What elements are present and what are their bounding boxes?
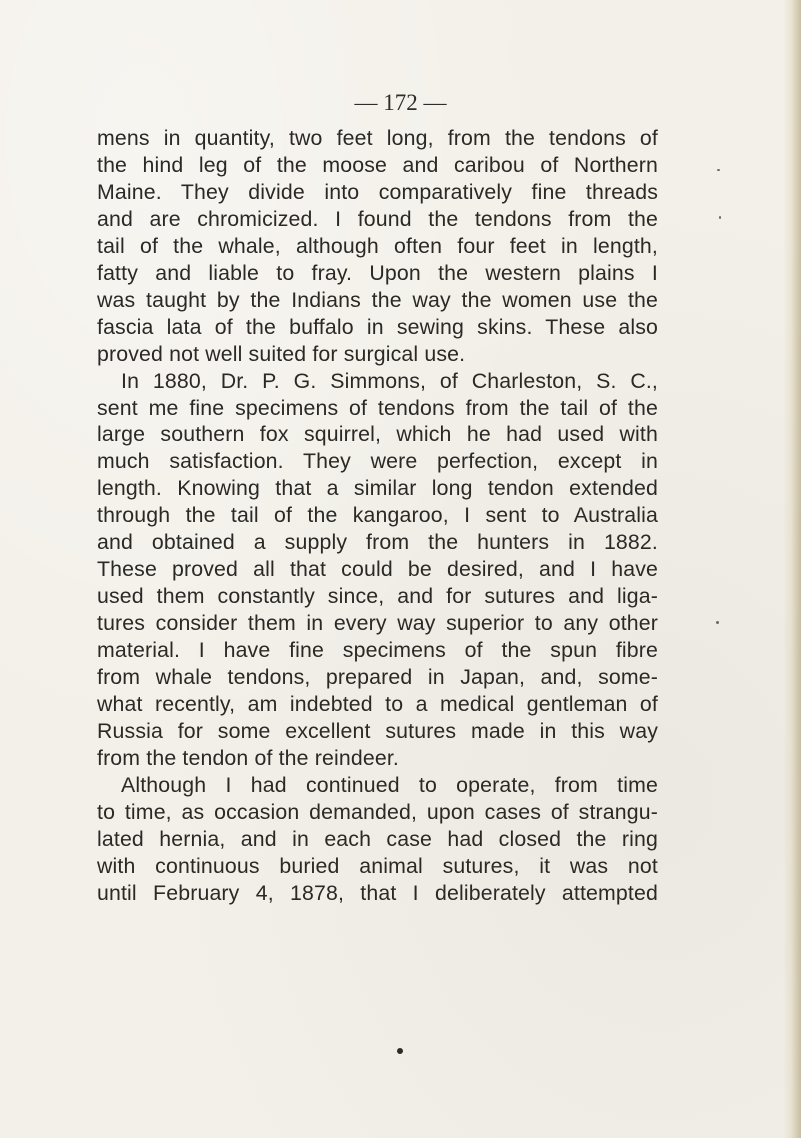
text-line: and are chromicized. I found the tendons from the (97, 206, 658, 231)
text-line: length. Knowing that a similar long tendon extended (97, 476, 658, 501)
text-line: Maine. They divide into comparatively fine threads (97, 179, 658, 204)
text-line: through the tail of the kangaroo, I sent to Australia (97, 503, 658, 528)
text-line: fascia lata of the buffalo in sewing skins. These also (97, 314, 658, 339)
paper-speck (716, 621, 719, 624)
text-line: lated hernia, and in each case had closed the ring (97, 826, 658, 851)
text-line: and obtained a supply from the hunters in 1882. (97, 530, 658, 555)
text-line: was taught by the Indians the way the women use the (97, 287, 658, 312)
text-line: from the tendon of the reindeer. (97, 745, 399, 770)
text-line: mens in quantity, two feet long, from the tendons of (97, 126, 658, 150)
paper-speck (719, 216, 721, 219)
text-line: from whale tendons, prepared in Japan, and, some- (97, 665, 658, 690)
text-line: used them constantly since, and for sutures and liga- (97, 584, 658, 609)
page-edge-shadow (783, 0, 801, 1138)
text-line: until February 4, 1878, that I deliberately attempted (97, 880, 658, 905)
text-line: tail of the whale, although often four feet in length, (97, 233, 658, 258)
text-line: proved not well suited for surgical use. (97, 341, 466, 366)
body-text (97, 125, 658, 907)
text-line: much satisfaction. They were perfection, except in (97, 449, 658, 474)
paper-speck (397, 1048, 403, 1054)
page-number: — 172 — (354, 90, 447, 115)
text-line: material. I have fine specimens of the spun fibre (97, 638, 658, 663)
text-line: large southern fox squirrel, which he had used with (97, 422, 658, 447)
text-line: sent me fine specimens of tendons from the tail of the (97, 395, 658, 420)
text-line: fatty and liable to fray. Upon the western plains I (97, 260, 658, 285)
paper-speck (717, 169, 720, 171)
text-line: Russia for some excellent sutures made in this way (97, 718, 658, 743)
text-line: with continuous buried animal sutures, it was not (97, 853, 658, 878)
text-line: what recently, am indebted to a medical gentleman of (97, 692, 658, 717)
text-line: Although I had continued to operate, from time (121, 772, 658, 797)
text-line: tures consider them in every way superior to any other (97, 611, 658, 636)
text-line: to time, as occasion demanded, upon cases of strangu- (97, 799, 658, 824)
text-line: In 1880, Dr. P. G. Simmons, of Charleston, S. C., (121, 368, 658, 393)
text-line: the hind leg of the moose and caribou of Northern (97, 152, 658, 177)
text-line: These proved all that could be desired, and I have (97, 557, 658, 582)
